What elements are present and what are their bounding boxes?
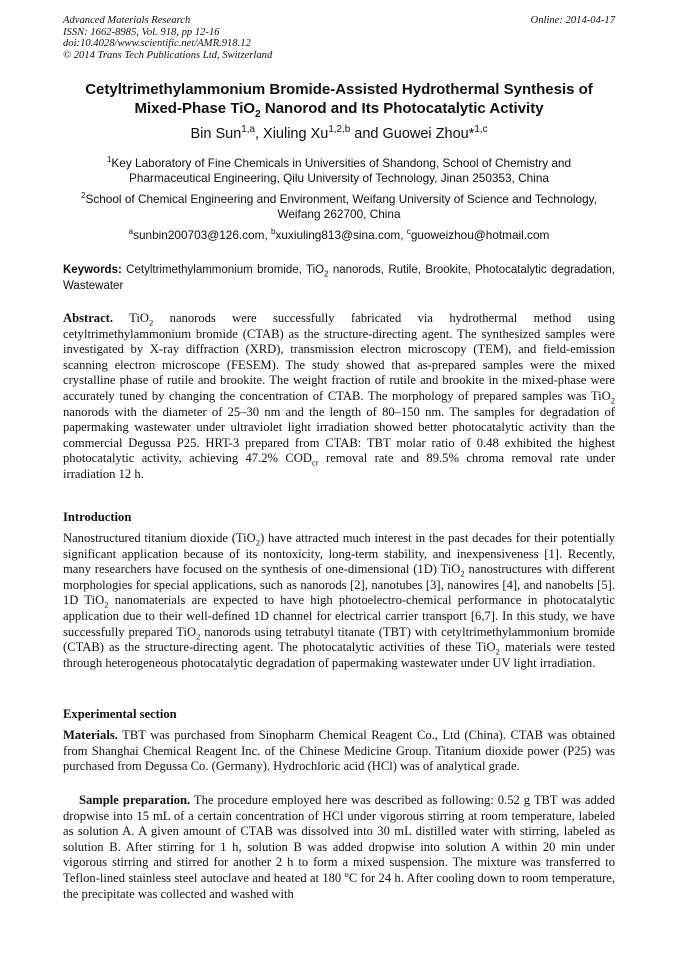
sample-preparation-label: Sample preparation. [79, 793, 191, 807]
section-heading-experimental: Experimental section [63, 707, 177, 721]
author-name: and Guowei Zhou* [350, 126, 475, 142]
paper-title [40, 80, 638, 118]
author-emails: $^a$sunbin200703@126.com, $^b$xuxiuling813@sina.com, $^c$guoweizhou@hotmail.com [128, 227, 550, 242]
doi-link[interactable]: doi:10.4028/www.scientific.net/AMR.918.12 [63, 38, 251, 50]
title-line-1: Cetyltrimethylammonium Bromide-Assisted Hydrothermal Synthesis of [85, 81, 593, 98]
author-name: , Xiuling Xu [254, 126, 329, 142]
online-date: Online: 2014-04-17 [530, 15, 615, 26]
section-heading-introduction: Introduction [63, 510, 132, 524]
materials-paragraph: Materials. TBT was purchased from Sinopharm Chemical Reagent Co., Ltd (China). CTAB was obtained from Shanghai Chemical Reagent Inc. of the Chinese Medicine Group. Titanium dioxide power (P25) was purchased from Degussa Co. (Germany). Hydrochloric acid (HCl) was of analytical grade. [63, 728, 615, 774]
author-affiliation-mark: 1,a [241, 124, 255, 136]
email-link[interactable]: xuxiuling813@sina.com, [275, 228, 407, 242]
author-affiliation-mark: 1,c [474, 124, 488, 136]
abstract-label: Abstract. [63, 311, 114, 325]
author-affiliation-mark: 1,2,b [328, 124, 351, 136]
materials-label: Materials. [63, 728, 118, 742]
introduction-paragraph: Nanostructured titanium dioxide (TiO$_2$) have attracted much interest in the past decades for their potentially significant application because of its nontoxicity, long-term stability, and inexpensiveness [1]. Recently, many researchers have focused on the synthesis of one-dimensional (1D) TiO$_2$ nanostructures with different morphologies for special applications, such as nanorods [2], nanotubes [3], nanowires [4], and nanobelts [5]. 1D TiO$_2$ nanomaterials are expected to have high photoelectro-chemical performance in photocatalytic application due to their well-defined 1D channel for electrical carrier transport [6,7]. In this study, we have successfully prepared TiO$_2$ nanorods using tetrabutyl titanate (TBT) with cetyltrimethylammonium bromide (CTAB) as the structure-directing agent. The photocatalytic activities of these TiO$_2$ materials were tested through heterogeneous photocatalytic degradation of papermaking wastewater under UV light irradiation. [63, 531, 616, 670]
journal-name: Advanced Materials Research [63, 15, 191, 26]
abstract: Abstract. TiO$_2$ nanorods were successfully fabricated via hydrothermal method using cetyltrimethylammonium bromide (CTAB) as the structure-directing agent. The synthesized samples were investigated by X-ray diffraction (XRD), transmission electron microscopy (TEM), and field-emission scanning electron microscope (FESEM). The study showed that as-prepared samples were the mixed crystalline phase of rutile and brookite. The weight fraction of rutile and brookite in the mixed-phase were accurately tuned by changing the concentration of CTAB. The morphology of prepared samples was TiO$_2$ nanorods with the diameter of 25–30 nm and the length of 80–150 nm. The samples for degradation of papermaking wastewater under ultraviolet light irradiation showed better photocatalytic activity than the commercial Degussa P25. HRT-3 prepared from CTAB: TBT molar ratio of 0.48 exhibited the highest photocatalytic activity, achieving 47.2% $COD_{cr}$ removal rate and 89.5% chroma removal rate under irradiation 12 h. [63, 311, 616, 481]
publication-info [63, 15, 272, 61]
email-link[interactable]: guoweizhou@hotmail.com [410, 228, 550, 242]
author-list [40, 125, 638, 143]
email-link[interactable]: sunbin200703@126.com, [133, 228, 271, 242]
affiliation-1: $^1$Key Laboratory of Fine Chemicals in Universities of Shandong, School of Chemistry and Pharmaceutical Engineering, Qilu University of Technology, Jinan 250353, China [106, 155, 572, 185]
affiliation-2: $^2$School of Chemical Engineering and Environment, Weifang University of Science and Technology, Weifang 262700, China [81, 191, 597, 221]
author-name: Bin Sun [190, 126, 242, 142]
issn-info: ISSN: 1662-8985, Vol. 918, pp 12-16 [63, 26, 220, 38]
copyright-line: © 2014 Trans Tech Publications Ltd, Switzerland [63, 49, 273, 61]
sample-preparation-paragraph: Sample preparation. The procedure employed here was described as following: 0.52 g TBT was added dropwise into 15 mL of a certain concentration of HCl under vigorous stirring at room temperature, labeled as solution A. A given amount of CTAB was dissolved into 30 mL distilled water with stirring, labeled as solution B. After stirring for 1 h, solution B was added dropwise into solution A within 20 min under vigorous stirring and stirred for another 2 h to form a mixed suspension. The mixture was transferred to Teflon-lined stainless steel autoclave and heated at 180 $^o$C for 24 h. After cooling down to room temperature, the precipitate was collected and washed with [63, 793, 616, 901]
title-line-2: Mixed-Phase TiO$_2$ Nanorod and Its Photocatalytic Activity [134, 100, 544, 120]
keywords: Keywords: Cetyltrimethylammonium bromide, TiO$_2$ nanorods, Rutile, Brookite, Photocatalytic degradation, Wastewater [63, 264, 615, 292]
keywords-label: Keywords: [63, 264, 122, 276]
